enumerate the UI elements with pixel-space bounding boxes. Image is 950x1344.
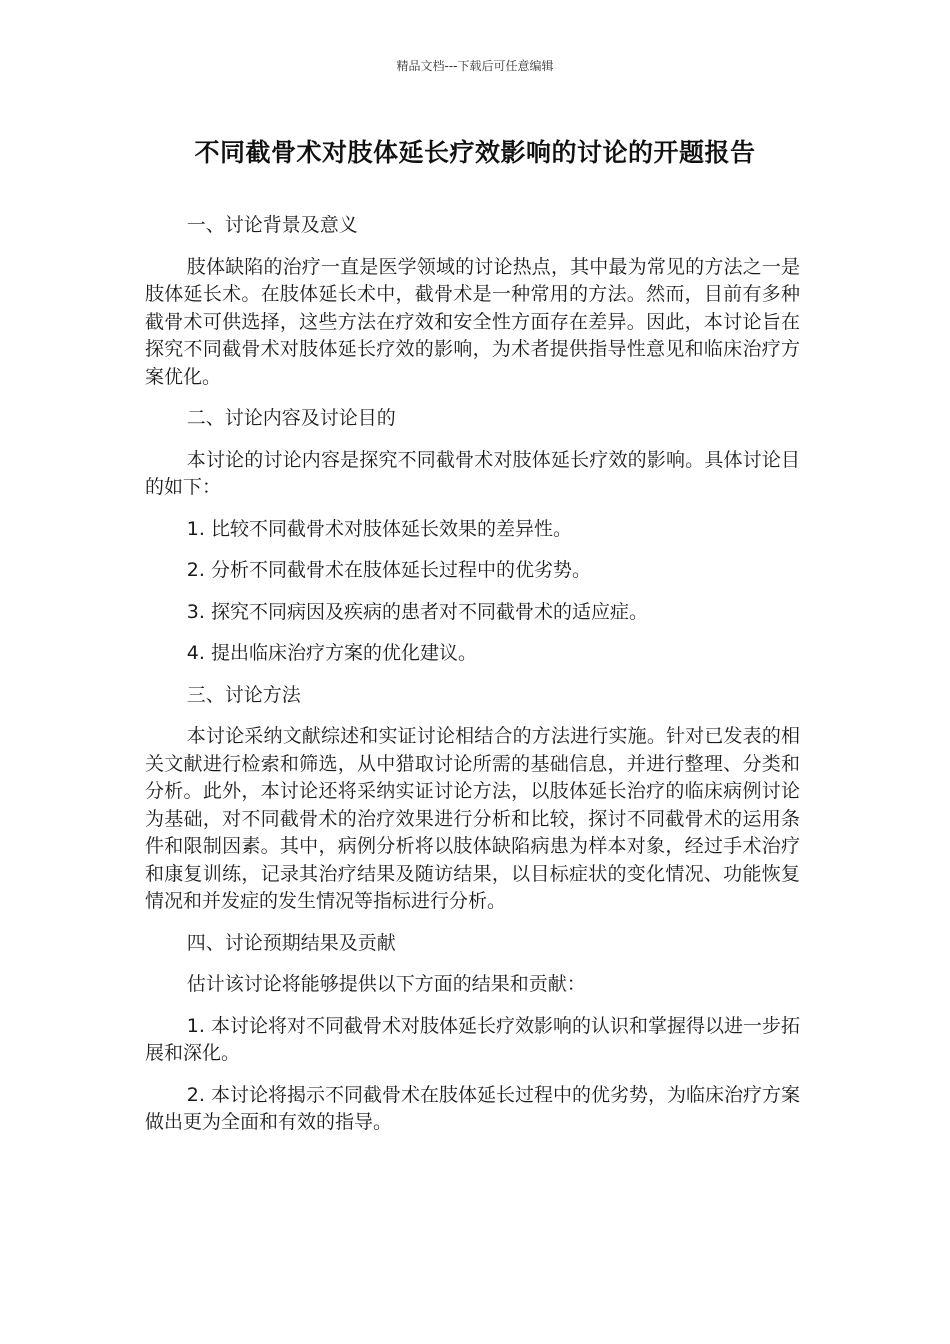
list-item-objective-3: 3. 探究不同病因及疾病的患者对不同截骨术的适应症。 — [186, 600, 648, 623]
paragraph-content-intro: 本讨论的讨论内容是探究不同截骨术对肢体延长疗效的影响。具体讨论目的如下： — [145, 448, 800, 498]
list-item-objective-1: 1. 比较不同截骨术对肢体延长效果的差异性。 — [186, 517, 572, 540]
paragraph-method: 本讨论采纳文献综述和实证讨论相结合的方法进行实施。针对已发表的相关文献进行检索和筛选，从中猎取讨论所需的基础信息，并进行整理、分类和分析。此外，本讨论还将采纳实证讨论方法，以肢体延长治疗的临床病例讨论为基础，对不同截骨术的治疗效果进行分析和比较，探讨不同截骨术的运用条件和限制因素。其中，病例分析将以肢体缺陷病患为样本对象，经过手术治疗和康复训练，记录其治疗结果及随访结果，以目标症状的变化情况、功能恢复情况和并发症的发生情况等指标进行分析。 — [145, 725, 800, 912]
section-heading-expected-results: 四、讨论预期结果及贡献 — [186, 931, 396, 954]
page-header-note: 精品文档---下载后可任意编辑 — [396, 59, 554, 73]
list-item-contribution-1: 1. 本讨论将对不同截骨术对肢体延长疗效影响的认识和掌握得以进一步拓展和深化。 — [145, 1014, 800, 1064]
section-heading-method: 三、讨论方法 — [186, 683, 301, 706]
section-heading-content: 二、讨论内容及讨论目的 — [186, 407, 396, 429]
paragraph-expected-intro: 估计该讨论将能够提供以下方面的结果和贡献： — [186, 973, 586, 995]
document-title: 不同截骨术对肢体延长疗效影响的讨论的开题报告 — [194, 138, 756, 167]
list-item-objective-2: 2. 分析不同截骨术在肢体延长过程中的优劣势。 — [186, 559, 591, 581]
section-heading-background: 一、讨论背景及意义 — [186, 214, 358, 236]
document-body — [145, 212, 800, 1151]
paragraph-background: 肢体缺陷的治疗一直是医学领域的讨论热点，其中最为常见的方法之一是肢体延长术。在肢体延长术中，截骨术是一种常用的方法。然而，目前有多种截骨术可供选择，这些方法在疗效和安全性方面存在差异。因此，本讨论旨在探究不同截骨术对肢体延长疗效的影响，为术者提供指导性意见和临床治疗方案优化。 — [145, 255, 800, 388]
list-item-objective-4: 4. 提出临床治疗方案的优化建议。 — [186, 642, 477, 664]
list-item-contribution-2: 2. 本讨论将揭示不同截骨术在肢体延长过程中的优劣势，为临床治疗方案做出更为全面和有效的指导。 — [145, 1083, 800, 1133]
